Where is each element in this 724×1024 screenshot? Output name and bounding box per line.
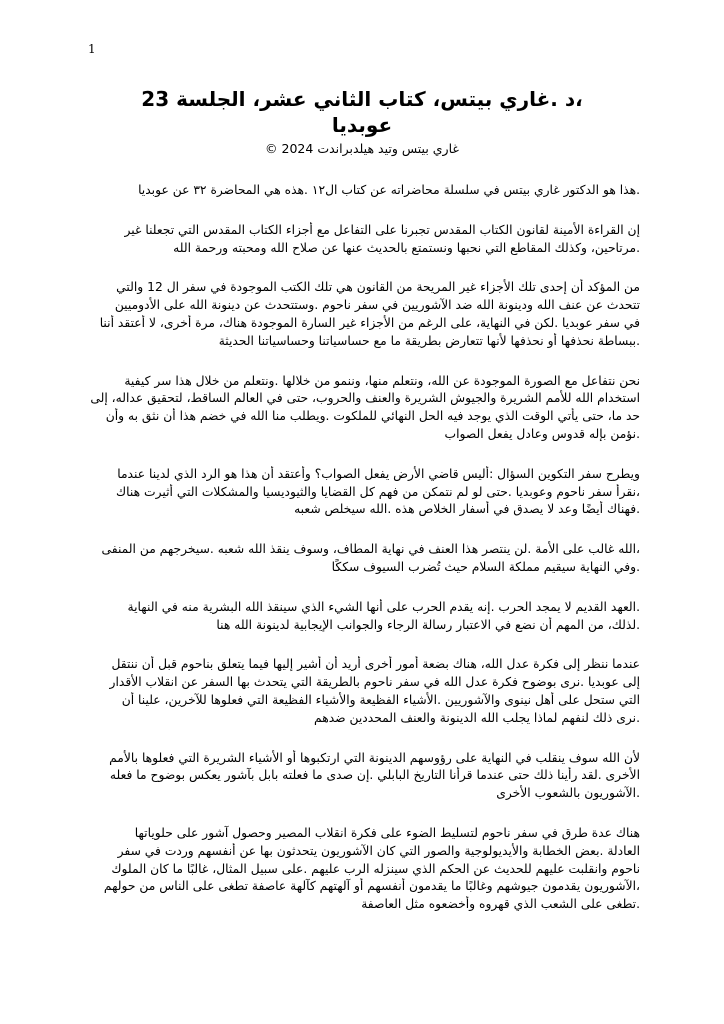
- paragraph-line: .هذا هو الدكتور غاري بيتس في سلسلة محاضراته عن كتاب ال١٢ .هذه هي المحاضرة ٣٢ عن عوبديا: [138, 183, 640, 197]
- paragraph-line: ،الله غالب على الأمة .لن ينتصر هذا العنف في نهاية المطاف، وسوف ينقذ الله شعبه .سيخرجهم من المنفى: [101, 542, 640, 557]
- paragraph: [84, 279, 640, 350]
- document-title-line-2: عوبديا: [331, 113, 393, 137]
- paragraph-line: تتحدث عن عنف الله ودينونة الله ضد الآشوريين في سفر ناحوم .وستتحدث عن دينونة الله على الأدوميين: [114, 298, 640, 313]
- paragraph-line: .تطغى على الشعب الذي قهروه وأخضعوه مثل العاصفة: [361, 897, 640, 912]
- paragraph-line: حد ما، حتى يأتي الوقت الذي يوجد فيه الحل النهائي للملكوت .ويطلب منا الله في خضم هذا أن نثق به وأن: [105, 409, 640, 424]
- paragraph: [84, 182, 640, 200]
- paragraph-line: .ببساطة نحذفها أو نحذفها لأنها تتعارض بطريقة ما مع حساسياتنا وحساسياتنا الحديثة: [218, 333, 640, 348]
- paragraph-line: .نرى ذلك لنفهم لماذا يجلب الله الدينونة والعنف المحددين ضدهم: [314, 710, 640, 725]
- paragraph-line: استخدام الله للأمم الشريرة والجيوش الشريرة والعنف والحروب، حتى في العالم الساقط، لتحقيق عداله، إلى: [90, 391, 640, 406]
- page-number: 1: [88, 42, 96, 56]
- paragraph-line: .فهناك أيضًا وعد لا يصدق في أسفار الخلاص هذه .الله سيخلص شعبه: [294, 502, 640, 517]
- paragraph: [84, 599, 640, 635]
- paragraph-line: عندما ننظر إلى فكرة عدل الله، هناك بضعة أمور أخرى أريد أن أشير إليها فيما يتعلق بناحوم قبل أن ننتقل: [111, 657, 640, 672]
- paragraph-line: ويطرح سفر التكوين السؤال :أليس قاضي الأرض يفعل الصواب؟ وأعتقد أن هذا هو الرد الذي لدينا عندما: [117, 466, 640, 481]
- paragraph-line: إلى عوبديا .نرى بوضوح فكرة عدل الله في سفر ناحوم بالطريقة التي يتحدث بها السفر عن انقلاب الأقدار: [109, 675, 640, 690]
- document-title-line-1: ،د .غاري بيتس، كتاب الثاني عشر، الجلسة 23: [141, 87, 583, 111]
- paragraph-line: .الآشوريون بالشعوب الأخرى: [496, 786, 640, 801]
- document-byline: غاري بيتس وتيد هيلدبراندت 2024 ©: [265, 141, 459, 156]
- document-header: [0, 86, 724, 158]
- paragraph-line: .لذلك، من المهم أن نضع في الاعتبار رسالة الرجاء والجوانب الإيجابية لدينونة الله هنا: [216, 617, 640, 632]
- paragraph: [84, 825, 640, 914]
- paragraph-line: ،نقرأ سفر ناحوم وعوبديا .حتى لو لم نتمكن من فهم كل القضايا والثيوديسيا والمشكلات التي أثيرت هناك: [116, 484, 640, 499]
- paragraph-line: هناك عدة طرق في سفر ناحوم لتسليط الضوء على فكرة انقلاب المصير وحصول آشور على حلوياتها: [134, 825, 640, 840]
- paragraph-line: لأن الله سوف ينقلب في النهاية على رؤوسهم الدينونة التي ارتكبوها أو الأشياء الشريرة التي فعلوها بالأمم: [109, 750, 640, 765]
- paragraph-line: في سفر عوبديا .لكن في النهاية، على الرغم من الأجزاء غير السارة الموجودة هناك، مرة أخرى، لا أعتقد أننا: [99, 315, 640, 330]
- paragraph: [84, 656, 640, 727]
- paragraph: [84, 750, 640, 803]
- paragraph: [84, 373, 640, 444]
- paragraph-line: من المؤكد أن إحدى تلك الأجزاء غير المريحة من القانون هي تلك الكتب الموجودة في سفر ال 12 والتي: [116, 280, 640, 295]
- paragraph: [84, 541, 640, 577]
- document-body: [84, 182, 640, 936]
- paragraph-line: .نؤمن بإله قدوس وعادل يفعل الصواب: [444, 426, 640, 441]
- paragraph-line: .مرتاحين، وكذلك المقاطع التي نحبها ونستمتع بالحديث عنها عن صلاح الله ومحبته ورحمة الله: [173, 240, 640, 255]
- paragraph: [84, 222, 640, 258]
- paragraph-line: .العهد القديم لا يمجد الحرب .إنه يقدم الحرب على أنها الشيء الذي سينقذ الله البشرية منه في النهاية: [127, 599, 640, 614]
- paragraph-line: ناحوم وانقلبت عليهم للحديث عن الحكم الذي سينزله الرب عليهم .على سبيل المثال، غالبًا ما كان الملوك: [111, 861, 640, 876]
- paragraph: [84, 466, 640, 519]
- paragraph-line: العادلة .بعض الخطابة والأيديولوجية والصور التي كان الآشوريون يتحدثون بها عن أنفسهم وردت في سفر: [117, 843, 640, 858]
- paragraph-line: نحن نتفاعل مع الصورة الموجودة عن الله، ونتعلم منها، وننمو من خلالها .ونتعلم من خلال هذا سر كيفية: [124, 373, 640, 388]
- paragraph-line: ،الآشوريون يقدمون جيوشهم وغالبًا ما يقدمون أنفسهم أو آلهتهم كآلهة عاصفة تطغى على الناس من حولهم: [103, 879, 640, 894]
- paragraph-line: الأخرى .لقد رأينا ذلك حتى عندما قرأنا التاريخ البابلي .إن صدى ما فعلته بابل بآشور يعكس بوضوح ما فعله: [109, 768, 640, 783]
- paragraph-line: التي ستحل على أهل نينوى والآشوريين .الأشياء الفظيعة والأشياء الفظيعة التي فعلوها للآخرين، علينا أن: [121, 692, 640, 707]
- paragraph-line: .وفي النهاية سيقيم مملكة السلام حيث تُضرب السيوف سككًا: [331, 559, 640, 574]
- paragraph-line: إن القراءة الأمينة لقانون الكتاب المقدس تجبرنا على التفاعل مع أجزاء الكتاب المقدس التي تجعلنا غير: [124, 222, 640, 237]
